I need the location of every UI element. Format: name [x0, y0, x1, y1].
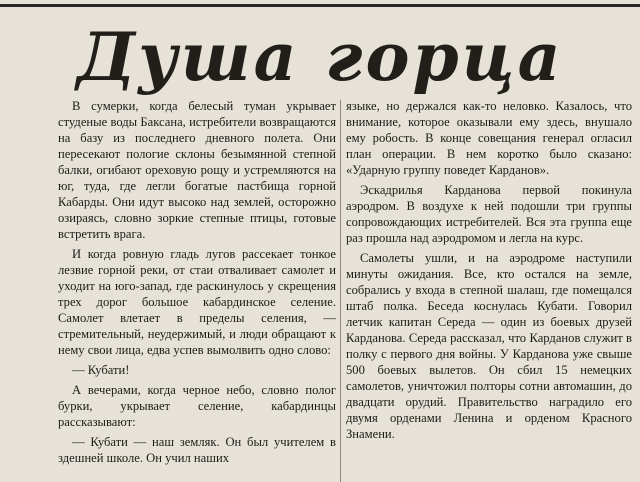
- left-column: [58, 98, 336, 470]
- paragraph: В сумерки, когда белесый туман укрывает студеные воды Баксана, истребители возвращаются на базу из последнего дневного полета. Они пересекают пологие склоны безымянной степной балки, огибают ореховую рощу и устремляются на юг, туда, где легли богатые пастбища горной Кабарды. Они идут высоко над землей, осторожно озираясь, словно зоркие степные птицы, готовые встретить врага.: [58, 99, 336, 241]
- paragraph: Эскадрилья Карданова первой покинула аэродром. В воздухе к ней подошли три группы сопровождающих истребителей. Вся эта группа еще раз прошла над аэродромом и легла на курс.: [346, 183, 632, 245]
- paragraph: языке, но держался как-то неловко. Казалось, что внимание, которое оказывали ему здесь, внушало ему робость. В конце совещания генерал огласил план операции. В нем коротко было сказано: «Ударную группу поведет Карданов».: [346, 99, 632, 177]
- top-rule: [0, 4, 640, 7]
- dialog-line: — Кубати!: [72, 363, 130, 377]
- paragraph: А вечерами, когда черное небо, словно полог бурки, укрывает селение, кабардинцы рассказывают:: [58, 383, 336, 429]
- paragraph: И когда ровную гладь лугов рассекает тонкое лезвие горной реки, от стаи отваливает самолет и уходит на юго-запад, где раскинулось у скрещения трех дорог большое кабардинское селение. Самолет влетает в пределы селения, — стремительный, неудержимый, и люди обращают к нему свои лица, едва успев вымолвить одно слово:: [58, 247, 336, 357]
- dialog-line: — Кубати — наш земляк. Он был учителем в здешней школе. Он учил наших: [58, 435, 336, 465]
- right-column: [346, 98, 632, 446]
- column-divider: [340, 100, 341, 482]
- article-title: Душа горца: [76, 18, 564, 96]
- paragraph: Самолеты ушли, и на аэродроме наступили минуты ожидания. Все, кто остался на земле, собрались у входа в степной шалаш, где помещался штаб полка. Беседа коснулась Кубати. Говорил летчик капитан Середа — один из боевых друзей Карданова. Середа рассказал, что Карданов служит в полку с первого дня войны. У Карданова уже свыше 500 боевых вылетов. Он сбил 15 немецких самолетов, уничтожил полторы сотни автомашин, до двадцати орудий. Правительство наградило его двумя орденами Ленина и орденом Красного Знамени.: [346, 251, 632, 441]
